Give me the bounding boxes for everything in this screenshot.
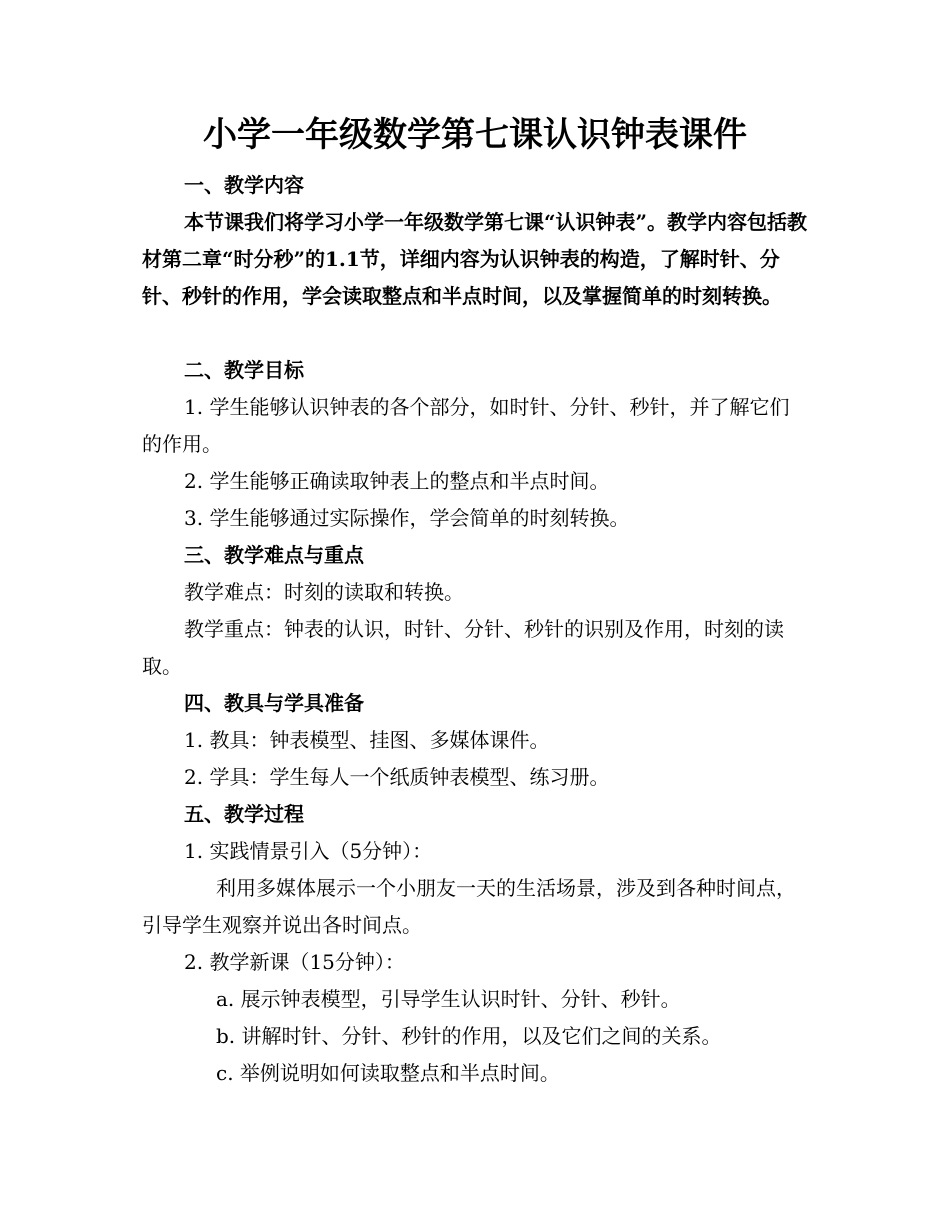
process-step-2-item-b: b. 讲解时针、分针、秒针的作用，以及它们之间的关系。: [216, 1024, 722, 1048]
document-title: 小学一年级数学第七课认识钟表课件: [203, 115, 747, 155]
difficulty-text: 教学难点：时刻的读取和转换。: [184, 580, 464, 604]
section-heading-process: 五、教学过程: [184, 802, 304, 826]
process-step-1-text: 利用多媒体展示一个小朋友一天的生活场景，涉及到各种时间点，引导学生观察并说出各时间点。: [142, 876, 796, 937]
content-paragraph: 本节课我们将学习小学一年级数学第七课“认识钟表”。教学内容包括教材第二章“时分秒”的1.1节，详细内容为认识钟表的构造，了解时针、分针、秒针的作用，学会读取整点和半点时间，以及掌握简单的时刻转换。: [142, 210, 808, 308]
material-item-1: 1. 教具：钟表模型、挂图、多媒体课件。: [184, 728, 550, 752]
process-step-2-item-a: a. 展示钟表模型，引导学生认识时针、分针、秒针。: [216, 987, 681, 1011]
goal-item-2: 2. 学生能够正确读取钟表上的整点和半点时间。: [184, 469, 610, 493]
goal-item-3: 3. 学生能够通过实际操作，学会简单的时刻转换。: [184, 506, 630, 530]
section-heading-materials: 四、教具与学具准备: [184, 691, 364, 715]
process-step-2-title: 2. 教学新课（15分钟）：: [184, 950, 405, 974]
process-step-2-item-c: c. 举例说明如何读取整点和半点时间。: [216, 1061, 560, 1085]
section-heading-difficulty: 三、教学难点与重点: [184, 543, 364, 567]
section-heading-goals: 二、教学目标: [184, 358, 304, 382]
key-point-text: 教学重点：钟表的认识，时针、分针、秒针的识别及作用，时刻的读取。: [142, 617, 784, 678]
material-item-2: 2. 学具：学生每人一个纸质钟表模型、练习册。: [184, 765, 610, 789]
goal-item-1: 1. 学生能够认识钟表的各个部分，如时针、分针、秒针，并了解它们的作用。: [142, 395, 790, 456]
section-heading-content: 一、教学内容: [184, 173, 304, 197]
process-step-1-title: 1. 实践情景引入（5分钟）：: [184, 839, 433, 863]
